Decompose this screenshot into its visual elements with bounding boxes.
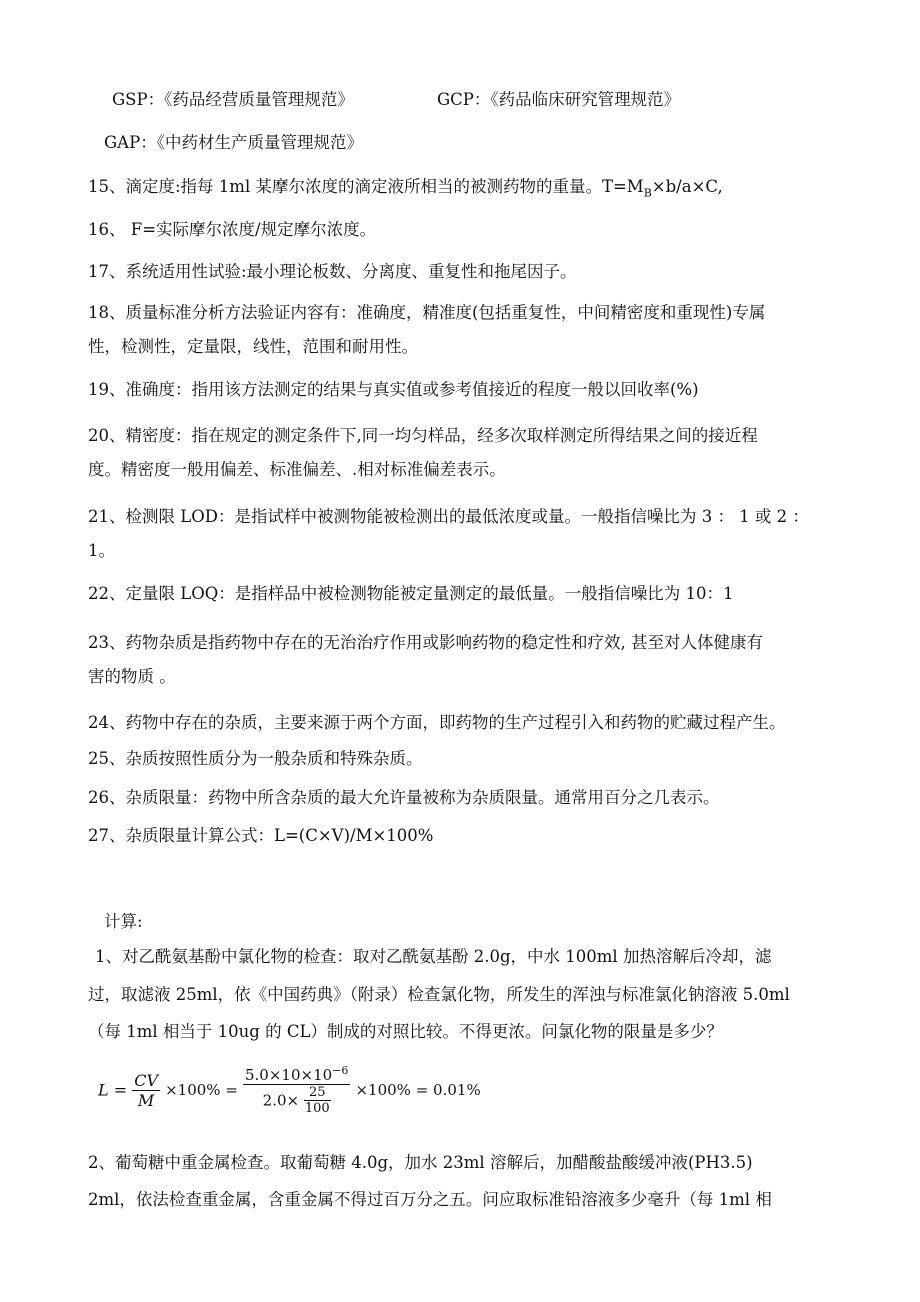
formula-lhs: L = [98, 1080, 128, 1100]
formula-times-100: ×100% = [165, 1081, 238, 1099]
formula-values-denominator-text: 2.0× [262, 1091, 300, 1110]
item-27: 27、杂质限量计算公式：L=(C×V)/M×100% [88, 826, 434, 845]
item-24: 24、药物中存在的杂质，主要来源于两个方面，即药物的生产过程引入和药物的贮藏过程产生。 [88, 713, 786, 732]
item-20-line-1: 20、精密度：指在规定的测定条件下,同一均匀样品，经多次取样测定所得结果之间的接近程 [88, 426, 758, 445]
item-15-tail: ×b/a×C, [651, 177, 723, 196]
chloride-limit-formula [98, 1064, 481, 1144]
item-20-line-2: 度。精密度一般用偏差、标准偏差、.相对标准偏差表示。 [88, 460, 506, 479]
item-21-line-1: 21、检测限 LOD：是指试样中被测物能被检测出的最低浓度或量。一般指信噪比为 3 ： 1 或 2 ： [88, 507, 809, 526]
question-1-line-3: （每 1ml 相当于 10ug 的 CL）制成的对照比较。不得更浓。问氯化物的限量是多少？ [88, 1022, 723, 1041]
calc-heading: 计算: [104, 912, 143, 931]
item-19: 19、准确度：指用该方法测定的结果与真实值或参考值接近的程度一般以回收率(%) [88, 380, 699, 399]
formula-inner-fraction [304, 1085, 331, 1116]
item-15-subscript: B [643, 186, 652, 200]
item-21-line-2: 1。 [88, 541, 115, 560]
formula-fraction-numerator: CV [134, 1070, 159, 1090]
formula-fraction-denominator: M [137, 1090, 155, 1110]
item-17: 17、系统适用性试验:最小理论板数、分离度、重复性和拖尾因子。 [88, 262, 577, 281]
item-15 [88, 177, 723, 203]
item-23-line-2: 害的物质 。 [88, 667, 176, 686]
item-18-line-2: 性，检测性，定量限，线性，范围和耐用性。 [88, 337, 418, 356]
question-2-line-1: 2、葡萄糖中重金属检查。取葡萄糖 4.0g，加水 23ml 溶解后，加醋酸盐酸缓冲液(PH3.5) [88, 1153, 753, 1172]
item-15-text: 15、滴定度:指每 1ml 某摩尔浓度的滴定液所相当的被测药物的重量。T=M [88, 177, 644, 196]
gap-definition: GAP：《中药材生产质量管理规范》 [104, 133, 363, 152]
gsp-definition: GSP：《药品经营质量管理规范》 [112, 90, 354, 109]
question-2-line-2: 2ml，依法检查重金属，含重金属不得过百万分之五。问应取标准铅溶液多少毫升（每 1ml 相 [88, 1190, 772, 1209]
question-1-line-1: 1、对乙酰氨基酚中氯化物的检查：取对乙酰氨基酚 2.0g，中水 100ml 加热溶解后冷却，滤 [95, 947, 772, 966]
item-16: 16、 F=实际摩尔浓度/规定摩尔浓度。 [88, 220, 377, 239]
item-22: 22、定量限 LOQ：是指样品中被检测物能被定量测定的最低量。一般指信噪比为 10：1 [88, 584, 734, 603]
question-1-line-2: 过，取滤液 25ml，依《中国药典》（附录）检查氯化物，所发生的浑浊与标准氯化钠溶液 5.0ml [88, 985, 790, 1004]
formula-values-numerator [243, 1064, 350, 1085]
formula-inner-denominator: 100 [304, 1101, 330, 1116]
item-18-line-1: 18、质量标准分析方法验证内容有：准确度，精准度(包括重复性，中间精密度和重现性)专属 [88, 303, 766, 322]
formula-exponent: −6 [332, 1064, 349, 1077]
formula-values-denominator [243, 1085, 350, 1116]
formula-inner-numerator: 25 [304, 1085, 331, 1101]
formula-result: ×100% = 0.01% [355, 1081, 481, 1099]
gcp-definition: GCP：《药品临床研究管理规范》 [437, 90, 681, 109]
item-23-line-1: 23、药物杂质是指药物中存在的无治治疗作用或影响药物的稳定性和疗效, 甚至对人体健康有 [88, 633, 763, 652]
formula-fraction-cv-m [132, 1071, 160, 1110]
formula-fraction-values [243, 1064, 350, 1116]
item-25: 25、杂质按照性质分为一般杂质和特殊杂质。 [88, 749, 423, 768]
item-26: 26、杂质限量：药物中所含杂质的最大允许量被称为杂质限量。通常用百分之几表示。 [88, 788, 720, 807]
formula-values-numerator-text: 5.0×10×10 [245, 1066, 333, 1084]
